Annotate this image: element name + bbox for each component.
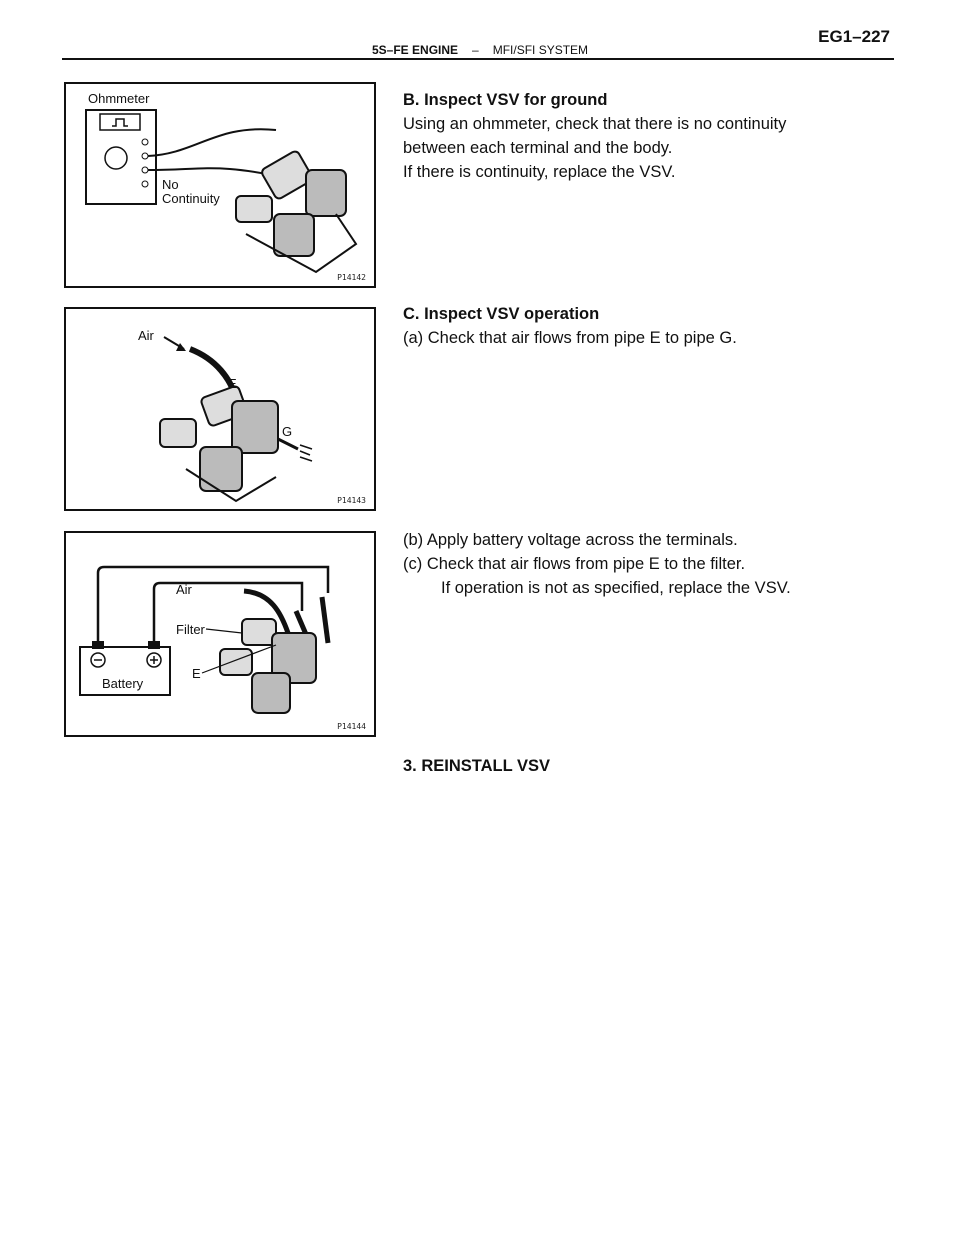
pipe-g-label: G [282, 424, 293, 439]
step-b: (b) Apply battery voltage across the terminals. [403, 531, 738, 549]
header-separator: – [472, 43, 479, 57]
section-b [403, 88, 786, 184]
no-label: No [162, 177, 179, 192]
page-code: EG1–227 [818, 27, 890, 46]
figure-id: P14144 [337, 722, 366, 731]
section-b-line3: If there is continuity, replace the VSV. [403, 163, 676, 181]
battery-label: Battery [102, 676, 144, 691]
section-c [403, 302, 737, 350]
header-rule [62, 58, 894, 60]
air-label: Air [176, 582, 192, 597]
continuity-label: Continuity [162, 191, 220, 206]
filter-label: Filter [176, 622, 205, 637]
step-3 [403, 754, 550, 778]
step-3-heading: 3. REINSTALL VSV [403, 757, 551, 775]
ohmmeter-label: Ohmmeter [88, 91, 150, 106]
ohmmeter-illustration [66, 84, 374, 286]
airflow-eg-illustration [66, 309, 374, 509]
figure-id: P14143 [337, 496, 366, 505]
step-c: (c) Check that air flows from pipe E to the filter. [403, 555, 746, 573]
header-section: 5S–FE ENGINE [372, 43, 459, 57]
figure-battery [64, 531, 376, 737]
section-c-heading: C. Inspect VSV operation [403, 305, 600, 323]
section-b-heading: B. Inspect VSV for ground [403, 91, 608, 109]
pipe-e-label: E [228, 376, 237, 391]
replace-note: If operation is not as specified, replace the VSV. [441, 579, 791, 597]
figure-id: P14142 [337, 273, 366, 282]
section-b-line1: Using an ohmmeter, check that there is no continuity [403, 115, 787, 133]
pipe-e-label: E [192, 666, 201, 681]
figure-ohmmeter [64, 82, 376, 288]
air-label: Air [138, 328, 154, 343]
step-a: (a) Check that air flows from pipe E to pipe G. [403, 329, 737, 347]
battery-illustration [66, 533, 374, 735]
section-b-line2: between each terminal and the body. [403, 139, 673, 157]
figure-airflow-eg [64, 307, 376, 511]
header-system: MFI/SFI SYSTEM [492, 43, 589, 57]
running-header [372, 43, 588, 57]
section-c-steps [403, 528, 791, 600]
